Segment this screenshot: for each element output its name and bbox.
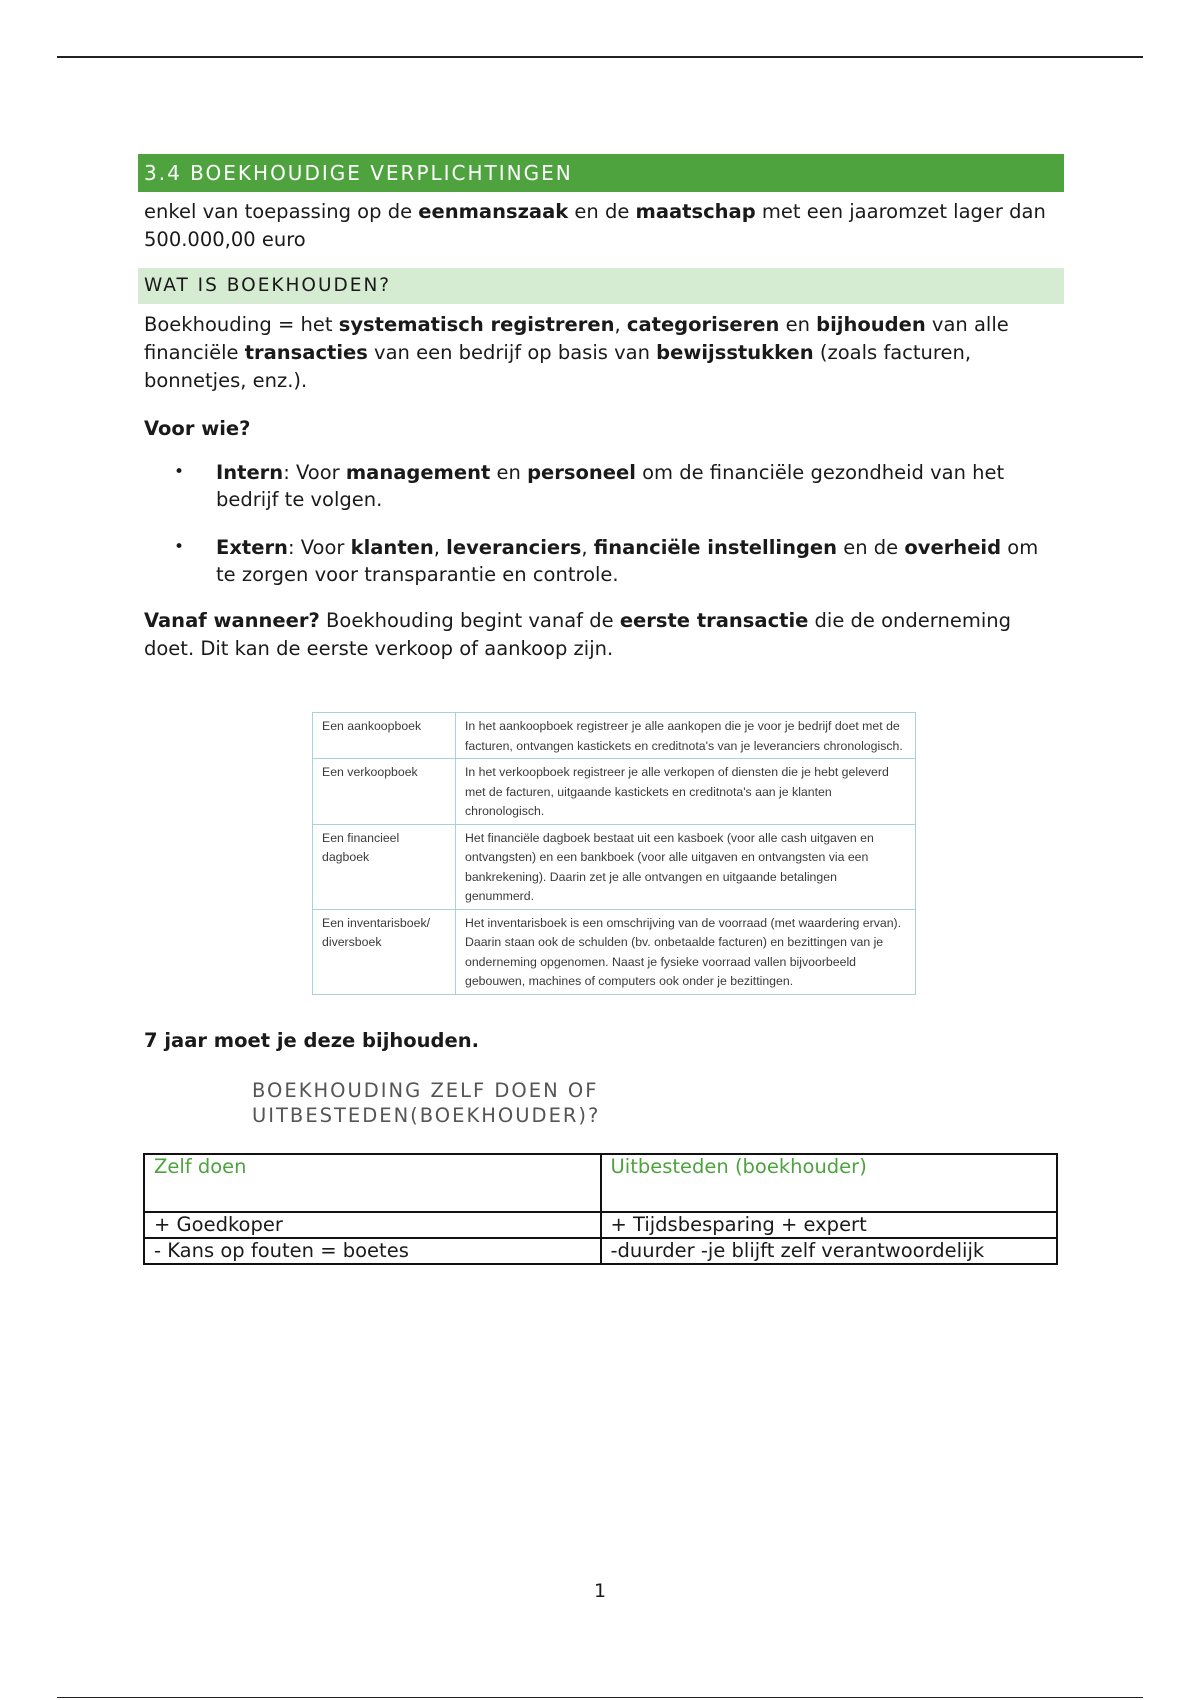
bullet-icon: • [174,537,185,557]
table-header-row [144,1154,1057,1212]
table-row [313,759,916,825]
page-top-rule [57,56,1143,58]
table-row [313,713,916,759]
retention-note: 7 jaar moet je deze bijhouden. [144,1029,480,1052]
books-table [312,712,916,995]
definition-paragraph: Boekhouding = het systematisch registreren, categoriseren en bijhouden van alle financiële transacties van een bedrijf op basis van bewijsstukken (zoals facturen, bonnetjes, enz.). [144,313,1009,392]
table-cell: - Kans op fouten = boetes [144,1238,601,1264]
list-item-extern: • Extern: Voor klanten, leveranciers, financiële instellingen en de overheid om te zorgen voor transparantie en controle. [174,536,1039,586]
book-name: Een verkoopboek [313,759,456,825]
compare-table [143,1153,1058,1265]
column-header-uitbesteden: Uitbesteden (boekhouder) [601,1154,1058,1212]
table-cell: -duurder -je blijft zelf verantwoordelijk [601,1238,1058,1264]
book-description: In het aankoopboek registreer je alle aankopen die je voor je bedrijf doet met de facturen, ontvangen kastickets en creditnota's van je leveranciers chronologisch. [456,713,916,759]
table-row [313,824,916,909]
audience-list [138,459,1064,588]
section-heading: 3.4 BOEKHOUDIGE VERPLICHTINGEN [138,154,1064,192]
subheading-wat-is-boekhouden: WAT IS BOEKHOUDEN? [138,268,1064,304]
table-cell: + Goedkoper [144,1212,601,1238]
book-name: Een aankoopboek [313,713,456,759]
book-description: Het financiële dagboek bestaat uit een kasboek (voor alle cash uitgaven en ontvangsten) en een bankboek (voor alle uitgaven en ontvangsten via een bankrekening). Daarin zet je alle ontvangen en uitgaande betalingen genummerd. [456,824,916,909]
book-description: In het verkoopboek registreer je alle verkopen of diensten die je hebt geleverd met de facturen, uitgaande kastickets en creditnota's aan je klanten chronologisch. [456,759,916,825]
subsection-title: BOEKHOUDING ZELF DOEN OF UITBESTEDEN(BOEKHOUDER)? [252,1079,601,1127]
table-row [144,1238,1057,1264]
vanaf-wanneer-paragraph: Vanaf wanneer? Boekhouding begint vanaf de eerste transactie die de onderneming doet. Dit kan de eerste verkoop of aankoop zijn. [144,609,1011,660]
column-header-zelf-doen: Zelf doen [144,1154,601,1212]
table-cell: + Tijdsbesparing + expert [601,1212,1058,1238]
bullet-icon: • [174,462,185,482]
books-table-image [312,712,916,995]
page-bottom-rule [57,1697,1143,1698]
book-description: Het inventarisboek is een omschrijving van de voorraad (met waardering ervan). Daarin staan ook de schulden (bv. onbetaalde facturen) en bezittingen van je onderneming opgenomen. Naast je fysieke voorraad vallen bijvoorbeeld gebouwen, machines of computers ook onder je bezittingen. [456,909,916,994]
page-number: 1 [593,1580,607,1602]
voor-wie-heading: Voor wie? [144,417,251,440]
intro-paragraph: enkel van toepassing op de eenmanszaak en de maatschap met een jaaromzet lager dan 500.000,00 euro [144,200,1046,251]
book-name: Een inventarisboek/ diversboek [313,909,456,994]
table-row [144,1212,1057,1238]
page-content [138,154,1064,663]
list-item-intern: • Intern: Voor management en personeel om de financiële gezondheid van het bedrijf te volgen. [174,461,1005,511]
book-name: Een financieel dagboek [313,824,456,909]
table-row [313,909,916,994]
